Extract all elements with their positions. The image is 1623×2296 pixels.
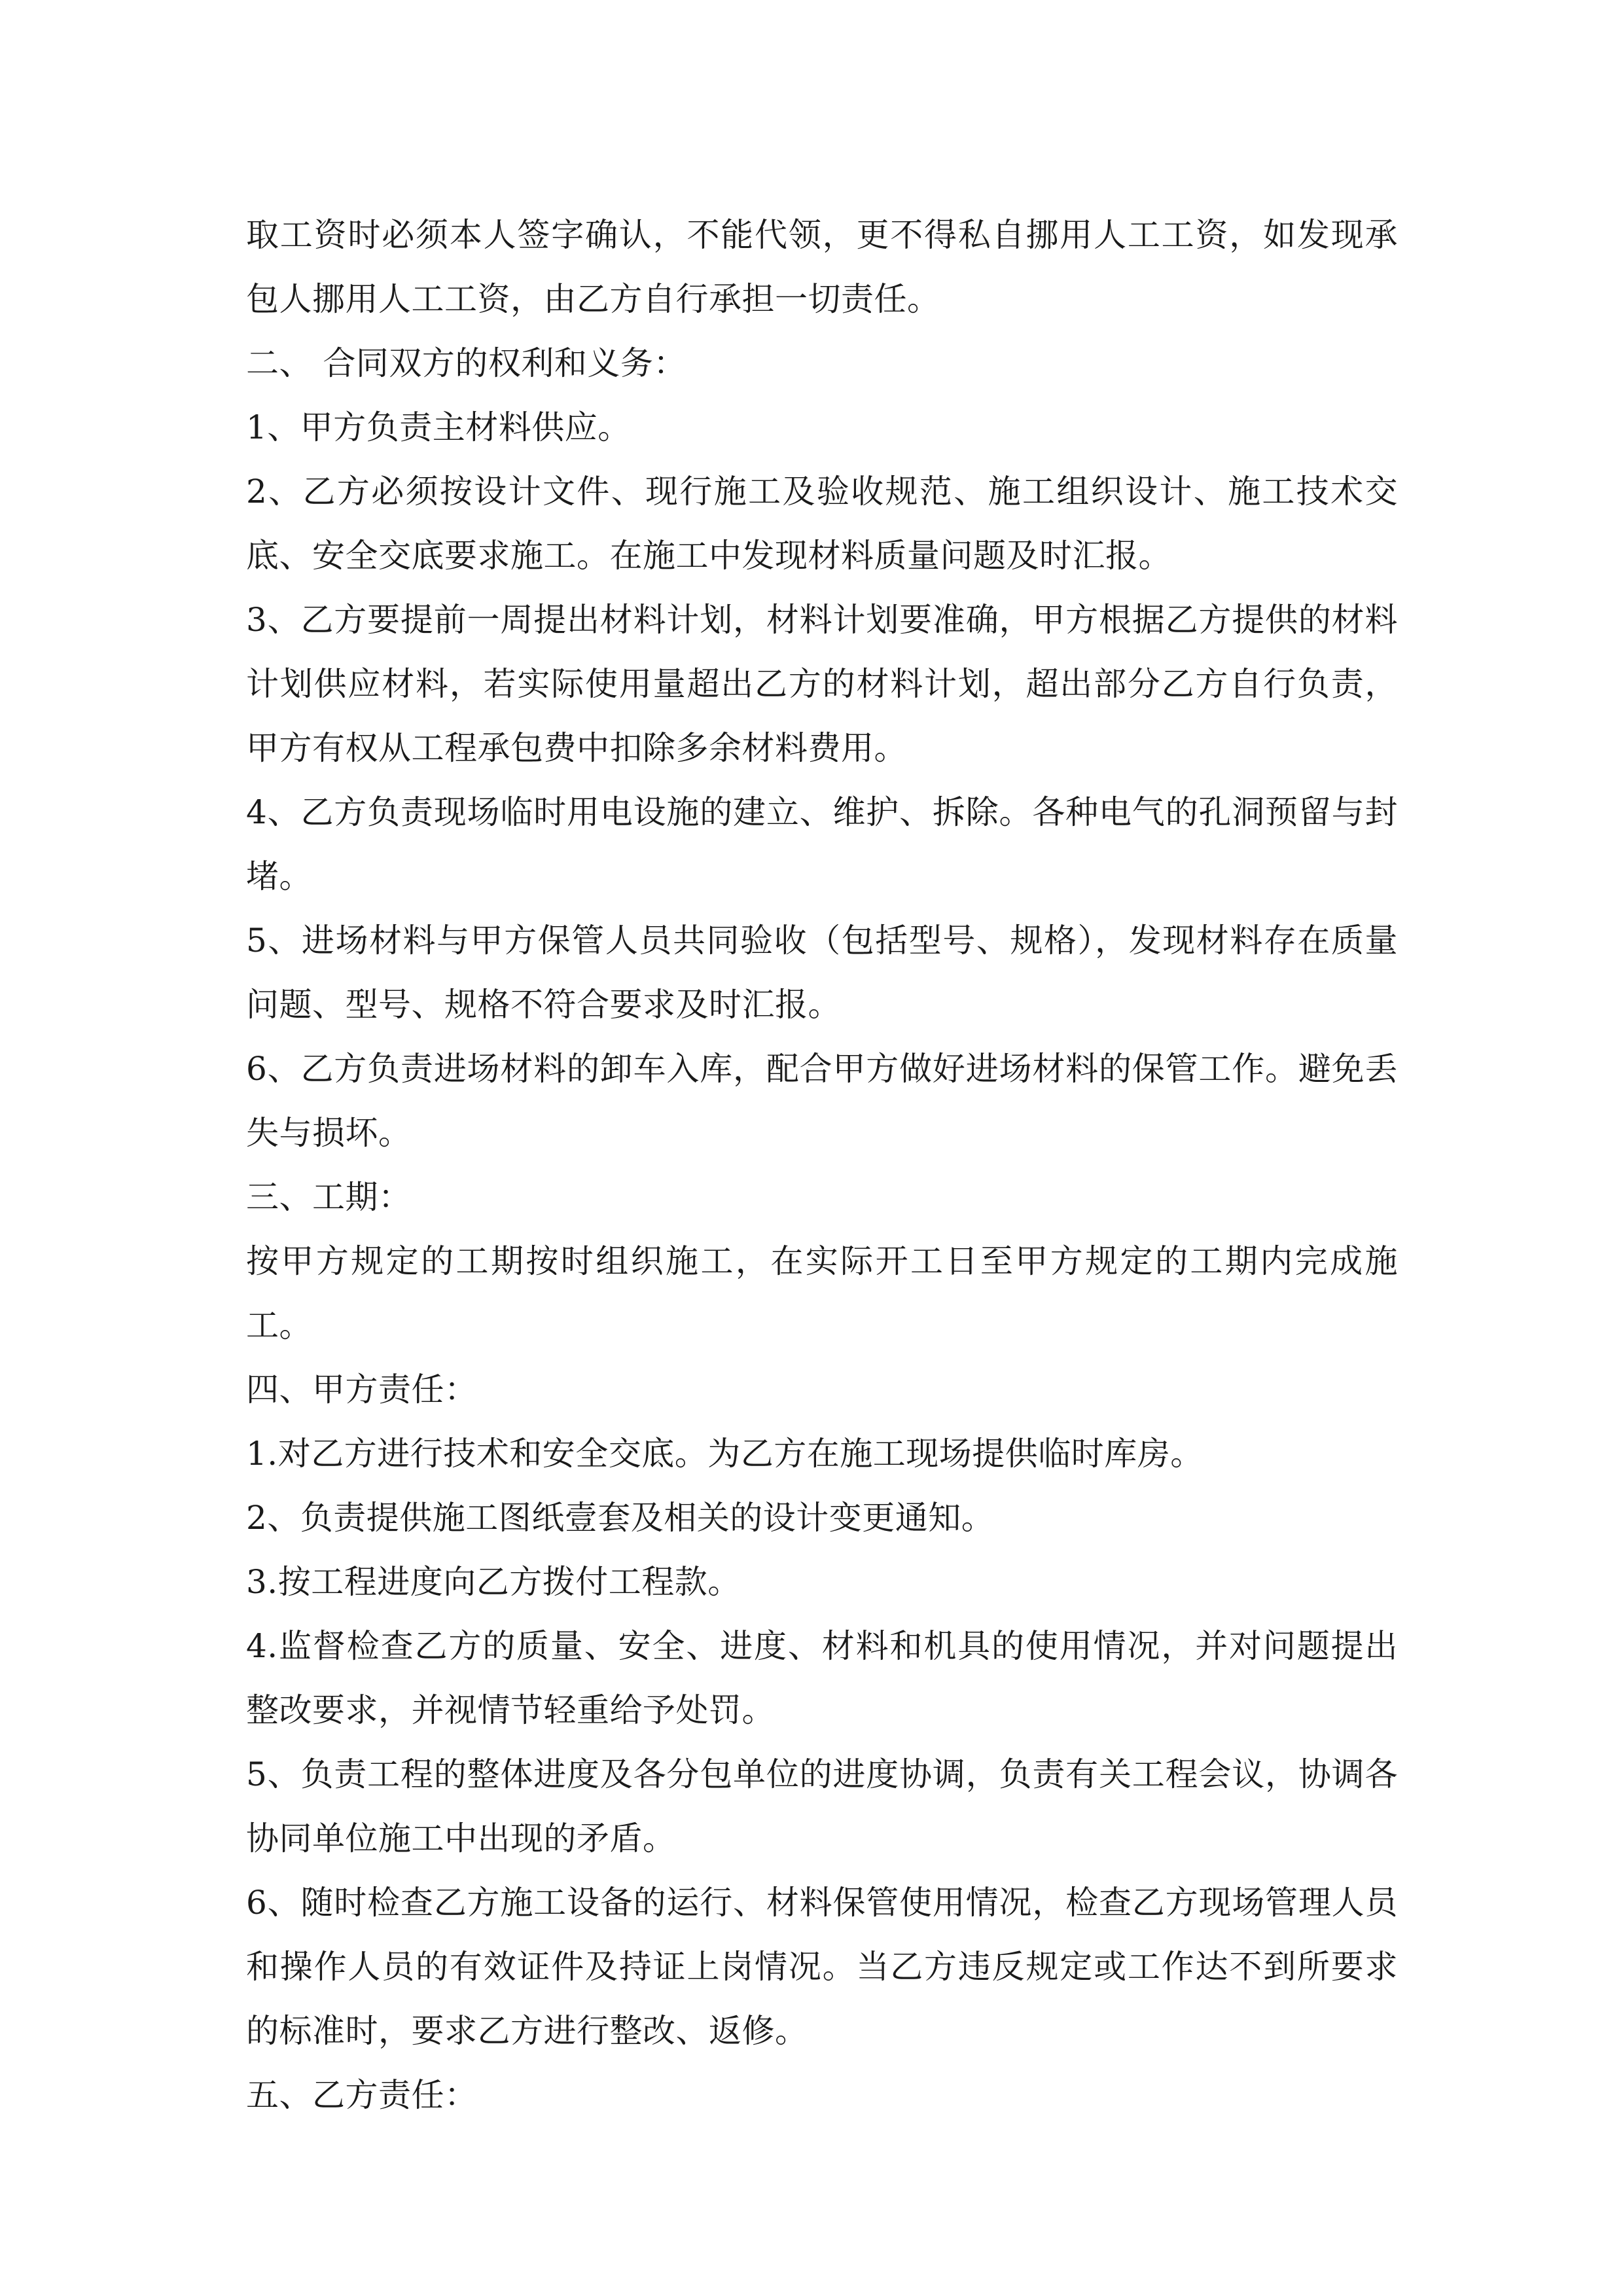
paragraph-4-4: 4.监督检查乙方的质量、安全、进度、材料和机具的使用情况，并对问题提出整改要求，并视情节轻重给予处罚。 bbox=[246, 1627, 1398, 1729]
section-heading-3: 三、工期： bbox=[246, 1178, 412, 1216]
paragraph-2-6: 6、乙方负责进场材料的卸车入库，配合甲方做好进场材料的保管工作。避免丢失与损坏。 bbox=[246, 1050, 1398, 1152]
paragraph-2-5: 5、进场材料与甲方保管人员共同验收（包括型号、规格），发现材料存在质量问题、型号、规格不符合要求及时汇报。 bbox=[246, 922, 1398, 1024]
paragraph-4-3: 3.按工程进度向乙方拨付工程款。 bbox=[246, 1563, 741, 1601]
document-body bbox=[246, 203, 1398, 2127]
paragraph-2-1: 1、甲方负责主材料供应。 bbox=[246, 408, 631, 446]
paragraph-4-6: 6、随时检查乙方施工设备的运行、材料保管使用情况，检查乙方现场管理人员和操作人员的有效证件及持证上岗情况。当乙方违反规定或工作达不到所要求的标准时，要求乙方进行整改、返修。 bbox=[246, 1884, 1398, 2050]
paragraph-2-3: 3、乙方要提前一周提出材料计划，材料计划要准确，甲方根据乙方提供的材料计划供应材料，若实际使用量超出乙方的材料计划，超出部分乙方自行负责，甲方有权从工程承包费中扣除多余材料费用。 bbox=[246, 601, 1398, 767]
section-heading-2: 二、 合同双方的权利和义务： bbox=[246, 344, 687, 382]
paragraph-4-5: 5、负责工程的整体进度及各分包单位的进度协调，负责有关工程会议，协调各协同单位施工中出现的矛盾。 bbox=[246, 1755, 1398, 1857]
paragraph-2-2: 2、乙方必须按设计文件、现行施工及验收规范、施工组织设计、施工技术交底、安全交底要求施工。在施工中发现材料质量问题及时汇报。 bbox=[246, 473, 1398, 575]
paragraph-3: 按甲方规定的工期按时组织施工，在实际开工日至甲方规定的工期内完成施工。 bbox=[246, 1242, 1398, 1344]
section-heading-5: 五、乙方责任： bbox=[246, 2076, 478, 2114]
paragraph-continuation: 取工资时必须本人签字确认，不能代领，更不得私自挪用人工工资，如发现承包人挪用人工工资，由乙方自行承担一切责任。 bbox=[246, 216, 1398, 318]
paragraph-4-2: 2、负责提供施工图纸壹套及相关的设计变更通知。 bbox=[246, 1499, 995, 1537]
paragraph-4-1: 1.对乙方进行技术和安全交底。为乙方在施工现场提供临时库房。 bbox=[246, 1435, 1204, 1473]
paragraph-2-4: 4、乙方负责现场临时用电设施的建立、维护、拆除。各种电气的孔洞预留与封堵。 bbox=[246, 793, 1398, 895]
section-heading-4: 四、甲方责任： bbox=[246, 1371, 478, 1408]
